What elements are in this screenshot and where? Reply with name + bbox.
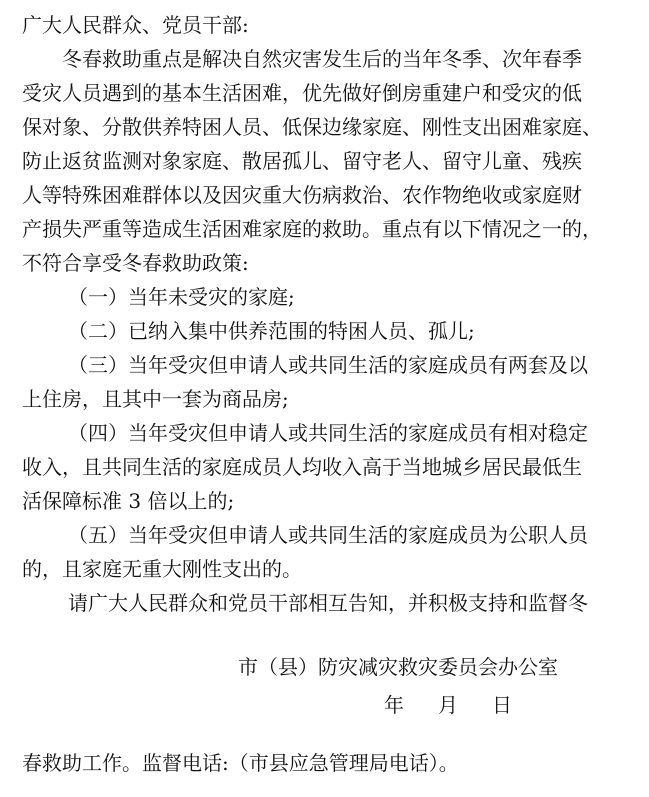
paragraph-line-2: 受灾人员遇到的基本生活困难，优先做好倒房重建户和受灾的低: [22, 81, 582, 105]
closing-line-2: 春救助工作。监督电话:（市县应急管理局电话）。: [22, 751, 459, 775]
salutation: 广大人民群众、党员干部:: [22, 13, 249, 37]
list-item-5-line-2: 的，且家庭无重大刚性支出的。: [22, 557, 302, 581]
date-day: 日: [492, 693, 512, 717]
list-item-1: （一）当年未受灾的家庭;: [68, 285, 295, 309]
closing-line-1: 请广大人民群众和党员干部相互告知，并积极支持和监督冬: [68, 591, 588, 615]
list-item-4-line-2: 收入，且共同生活的家庭成员人均收入高于当地城乡居民最低生: [22, 455, 582, 479]
list-item-4-line-3: 活保障标准 3 倍以上的;: [22, 489, 235, 513]
paragraph-line-6: 产损失严重等造成生活困难家庭的救助。重点有以下情况之一的，: [22, 217, 602, 241]
list-item-3-line-1: （三）当年受灾但申请人或共同生活的家庭成员有两套及以: [68, 353, 588, 377]
paragraph-line-5: 人等特殊困难群体以及因灾重大伤病救治、农作物绝收或家庭财: [22, 183, 582, 207]
list-item-4-line-1: （四）当年受灾但申请人或共同生活的家庭成员有相对稳定: [68, 421, 588, 445]
list-item-5-line-1: （五）当年受灾但申请人或共同生活的家庭成员为公职人员: [68, 523, 588, 547]
list-item-2: （二）已纳入集中供养范围的特困人员、孤儿;: [68, 319, 475, 343]
signature-date: [384, 692, 512, 718]
paragraph-line-7: 不符合享受冬春救助政策:: [22, 251, 249, 275]
date-year: 年: [384, 693, 404, 717]
paragraph-line-4: 防止返贫监测对象家庭、散居孤儿、留守老人、留守儿童、残疾: [22, 149, 582, 173]
date-month: 月: [438, 693, 458, 717]
paragraph-line-3: 保对象、分散供养特困人员、低保边缘家庭、刚性支出困难家庭、: [22, 115, 602, 139]
list-item-3-line-2: 上住房，且其中一套为商品房;: [22, 387, 289, 411]
paragraph-line-1: 冬春救助重点是解决自然灾害发生后的当年冬季、次年春季: [62, 47, 582, 71]
signature-organization: 市（县）防灾减灾救灾委员会办公室: [238, 655, 558, 679]
